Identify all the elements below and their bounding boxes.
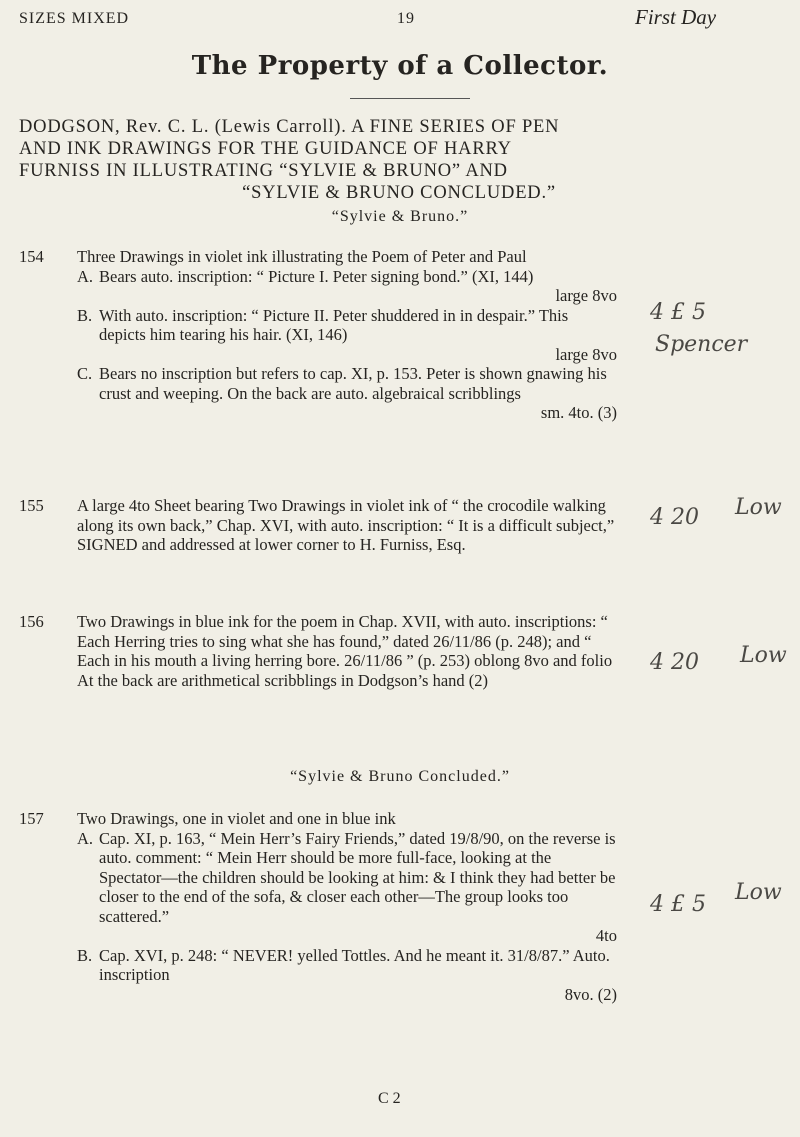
lot-154-a-letter: A.: [77, 266, 94, 286]
collector-title: The Property of a Collector.: [191, 51, 609, 81]
annotation-price-155: 4 20: [650, 505, 699, 530]
lot-number-154: 154: [19, 247, 44, 266]
annotation-buyer-156: Low: [740, 643, 787, 668]
annotation-price-156: 4 20: [650, 650, 699, 675]
header-right: First Day: [635, 5, 717, 29]
header-page-number: 19: [397, 10, 415, 27]
annotation-buyer-155: Low: [735, 495, 782, 520]
title-rule: [350, 98, 470, 99]
lot-157-a-format: 4to: [595, 926, 617, 945]
intro-line-1: DODGSON, Rev. C. L. (Lewis Carroll). A FINE SERIES OF PEN: [19, 117, 560, 137]
lot-number-156: 156: [19, 612, 44, 631]
intro-line-2: AND INK DRAWINGS FOR THE GUIDANCE OF HARRY: [19, 139, 512, 159]
annotation-price-154: 4 £ 5: [650, 300, 706, 325]
lot-number-157: 157: [19, 809, 44, 828]
section-heading-sylvie-bruno: “Sylvie & Bruno.”: [331, 208, 469, 225]
lot-157-b-text: Cap. XVI, p. 248: “ NEVER! yelled Tottles. And he meant it. 31/8/87.” Auto. inscription: [99, 945, 610, 984]
lot-157-a-letter: A.: [77, 828, 94, 848]
lot-157: [77, 809, 617, 1004]
lot-156-text: Two Drawings in blue ink for the poem in Chap. XVII, with auto. inscriptions: “ Each Herring tries to sing what she has found,” dated 26/11/86 (p. 248); and “ Each in his mouth a living herring bore. 26/11/86 ” (p. 253) oblong 8vo and folio At the back are arithmetical scribblings in Dodgson’s hand (2): [77, 612, 613, 690]
lot-154: [77, 247, 617, 423]
annotation-buyer-157: Low: [735, 880, 782, 905]
lot-154-a-format: large 8vo: [555, 286, 617, 305]
lot-154-a-text: Bears auto. inscription: “ Picture I. Peter signing bond.” (XI, 144): [99, 266, 534, 286]
lot-154-c-letter: C.: [77, 364, 93, 383]
lot-154-intro: Three Drawings in violet ink illustrating the Poem of Peter and Paul: [77, 247, 527, 266]
lot-157-b: [77, 946, 617, 1005]
lot-154-b-text: With auto. inscription: “ Picture II. Peter shuddered in in despair.” This depicts him tearing his hair. (XI, 146): [99, 305, 569, 344]
section-heading-sylvie-bruno-concluded: “Sylvie & Bruno Concluded.”: [290, 768, 510, 785]
lot-155-text: A large 4to Sheet bearing Two Drawings in violet ink of “ the crocodile walking along its own back,” Chap. XVI, with auto. inscription: “ It is a difficult subject,” SIGNED and addressed at lower corner to H. Furniss, Esq.: [77, 496, 615, 554]
lot-154-c-format: sm. 4to. (3): [540, 403, 617, 422]
annotation-buyer-154: Spencer: [655, 332, 748, 357]
lot-154-a: [77, 267, 617, 306]
signature-mark: C 2: [378, 1090, 401, 1107]
header-left: SIZES MIXED: [19, 10, 130, 27]
lot-157-a: [77, 829, 617, 946]
intro-line-3: FURNISS IN ILLUSTRATING “SYLVIE & BRUNO” AND: [19, 161, 508, 181]
lot-157-a-text: Cap. XI, p. 163, “ Mein Herr’s Fairy Friends,” dated 19/8/90, on the reverse is auto. comment: “ Mein Herr should be more full-face, looking at the Spectator—the children should be looking at him: & I think they had better be closer to the end of the sofa, & closer each other—The group looks too scattered.”: [99, 828, 616, 926]
lot-154-c-text: Bears no inscription but refers to cap. XI, p. 153. Peter is shown gnawing his crust and weeping. On the back are auto. algebraical scribblings: [99, 364, 607, 403]
intro-line-4: “SYLVIE & BRUNO CONCLUDED.”: [242, 183, 556, 203]
lot-number-155: 155: [19, 496, 44, 515]
annotation-price-157: 4 £ 5: [650, 892, 706, 917]
lot-154-b: [77, 306, 617, 365]
lot-154-c: [77, 364, 617, 423]
lot-154-b-letter: B.: [77, 305, 93, 325]
lot-157-b-format: 8vo. (2): [564, 984, 617, 1004]
lot-157-intro: Two Drawings, one in violet and one in blue ink: [77, 809, 396, 828]
lot-157-b-letter: B.: [77, 945, 93, 965]
series-intro: [19, 116, 779, 204]
lot-154-b-format: large 8vo: [555, 344, 617, 364]
